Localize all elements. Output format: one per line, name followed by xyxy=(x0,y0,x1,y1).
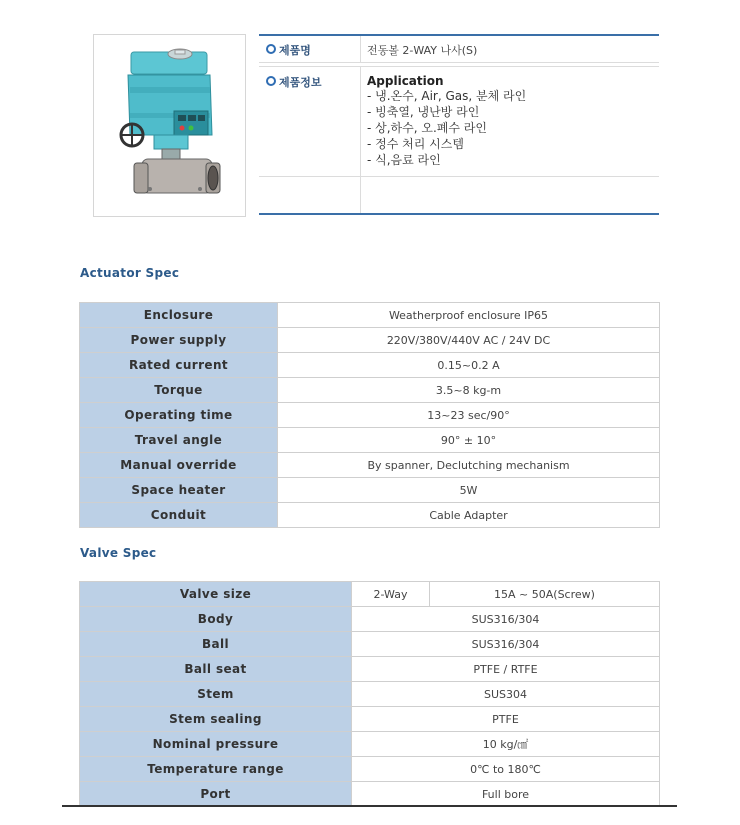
bullet-circle-icon xyxy=(266,44,276,54)
table-row xyxy=(80,378,660,403)
product-empty-row xyxy=(259,175,659,213)
valve-spec-table xyxy=(79,581,660,807)
actuator-spec-title: Actuator Spec xyxy=(80,266,180,280)
valve-spec-title: Valve Spec xyxy=(80,546,157,560)
spec-value: PTFE / RTFE xyxy=(352,657,660,682)
table-row xyxy=(80,682,660,707)
bullet-circle-icon xyxy=(266,76,276,86)
table-row xyxy=(80,353,660,378)
column-divider xyxy=(360,36,361,62)
spec-label: Power supply xyxy=(80,328,278,353)
spec-label: Rated current xyxy=(80,353,278,378)
product-info-row xyxy=(259,66,659,177)
spec-value: 13~23 sec/90° xyxy=(278,403,660,428)
table-row xyxy=(80,478,660,503)
spec-value: 15A ~ 50A(Screw) xyxy=(430,582,660,607)
spec-label: Operating time xyxy=(80,403,278,428)
spec-label: Conduit xyxy=(80,503,278,528)
info-table-bottom-border xyxy=(259,213,659,215)
table-row xyxy=(80,303,660,328)
spec-value: SUS316/304 xyxy=(352,607,660,632)
spec-value: 3.5~8 kg-m xyxy=(278,378,660,403)
spec-label: Nominal pressure xyxy=(80,732,352,757)
product-name-label-cell xyxy=(266,42,366,58)
spec-value: Cable Adapter xyxy=(278,503,660,528)
table-row xyxy=(80,582,660,607)
spec-value-way: 2-Way xyxy=(352,582,430,607)
spec-label: Port xyxy=(80,782,352,807)
spec-value: 0℃ to 180℃ xyxy=(352,757,660,782)
product-image xyxy=(93,34,246,217)
product-info-label: 제품정보 xyxy=(279,76,322,89)
table-row xyxy=(80,657,660,682)
application-item: - 식,음료 라인 xyxy=(367,153,441,167)
table-row xyxy=(80,707,660,732)
application-item: - 빙축열, 냉난방 라인 xyxy=(367,105,480,119)
column-divider xyxy=(360,175,361,213)
spec-label: Ball seat xyxy=(80,657,352,682)
product-name-value: 전동볼 2-WAY 나사(S) xyxy=(367,44,478,57)
spec-value: By spanner, Declutching mechanism xyxy=(278,453,660,478)
table-row xyxy=(80,782,660,807)
spec-label: Space heater xyxy=(80,478,278,503)
spec-value: 90° ± 10° xyxy=(278,428,660,453)
spec-value: Full bore xyxy=(352,782,660,807)
spec-label: Manual override xyxy=(80,453,278,478)
spec-value: SUS316/304 xyxy=(352,632,660,657)
spec-label: Valve size xyxy=(80,582,352,607)
table-row xyxy=(80,607,660,632)
table-row xyxy=(80,428,660,453)
product-name-label: 제품명 xyxy=(279,44,311,57)
table-row xyxy=(80,632,660,657)
table-row xyxy=(80,403,660,428)
spec-label: Torque xyxy=(80,378,278,403)
table-row xyxy=(80,757,660,782)
application-item: - 냉.온수, Air, Gas, 분체 라인 xyxy=(367,89,527,103)
table-row xyxy=(80,328,660,353)
column-divider xyxy=(360,67,361,176)
spec-label: Body xyxy=(80,607,352,632)
spec-label: Stem sealing xyxy=(80,707,352,732)
spec-value: 5W xyxy=(278,478,660,503)
spec-label: Temperature range xyxy=(80,757,352,782)
application-title: Application xyxy=(367,74,444,88)
bottom-divider xyxy=(62,805,677,807)
application-item: - 정수 처리 시스템 xyxy=(367,137,464,151)
spec-value: PTFE xyxy=(352,707,660,732)
spec-value: 220V/380V/440V AC / 24V DC xyxy=(278,328,660,353)
spec-label: Ball xyxy=(80,632,352,657)
application-block xyxy=(367,74,526,168)
electric-ball-valve-illustration xyxy=(94,35,245,216)
product-name-row xyxy=(259,36,659,63)
table-row xyxy=(80,453,660,478)
spec-value: Weatherproof enclosure IP65 xyxy=(278,303,660,328)
actuator-spec-table xyxy=(79,302,660,528)
spec-label: Enclosure xyxy=(80,303,278,328)
spec-value: 0.15~0.2 A xyxy=(278,353,660,378)
product-info-label-cell xyxy=(266,74,366,90)
spec-value: 10 kg/㎠ xyxy=(352,732,660,757)
spec-label: Stem xyxy=(80,682,352,707)
spec-value: SUS304 xyxy=(352,682,660,707)
table-row xyxy=(80,732,660,757)
spec-label: Travel angle xyxy=(80,428,278,453)
application-item: - 상,하수, 오.폐수 라인 xyxy=(367,121,487,135)
table-row xyxy=(80,503,660,528)
